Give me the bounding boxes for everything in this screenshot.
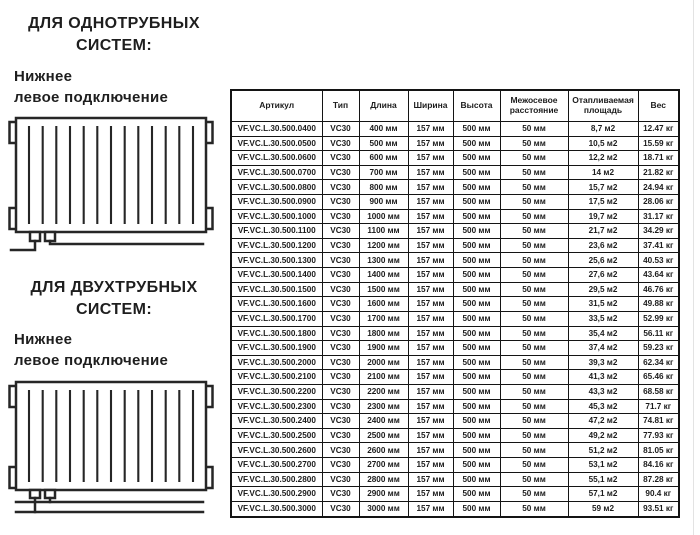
table-cell: 50 мм [500,311,568,326]
table-cell: 500 мм [453,297,500,312]
table-row [231,180,679,195]
table-cell: 50 мм [500,297,568,312]
table-cell: VC30 [322,238,359,253]
table-cell: VC30 [322,384,359,399]
table-cell: VF.VC.L.30.500.1500 [231,282,322,297]
table-cell: 2900 мм [359,487,408,502]
table-cell: 50 мм [500,487,568,502]
table-cell: 37,4 м2 [568,341,638,356]
table-cell: VC30 [322,443,359,458]
table-cell: 800 мм [359,180,408,195]
table-cell: VC30 [322,501,359,517]
table-cell: 93.51 кг [638,501,679,517]
table-cell: 2300 мм [359,399,408,414]
table-cell: VC30 [322,180,359,195]
table-row [231,209,679,224]
table-cell: 50 мм [500,443,568,458]
table-row [231,384,679,399]
table-cell: VF.VC.L.30.500.1000 [231,209,322,224]
radiator-diagram-single-pipe [0,109,228,257]
table-cell: 157 мм [408,136,453,151]
table-cell: VF.VC.L.30.500.0500 [231,136,322,151]
table-cell: 15.59 кг [638,136,679,151]
table-cell: 8,7 м2 [568,122,638,137]
table-cell: VF.VC.L.30.500.1300 [231,253,322,268]
table-cell: 500 мм [453,122,500,137]
table-cell: 500 мм [453,195,500,210]
table-cell: 77.93 кг [638,428,679,443]
table-cell: 27,6 м2 [568,268,638,283]
table-cell: 2600 мм [359,443,408,458]
table-cell: VC30 [322,224,359,239]
table-cell: 50 мм [500,180,568,195]
table-cell: VF.VC.L.30.500.1200 [231,238,322,253]
column-header: Межосевое расстояние [500,90,568,122]
table-cell: 1000 мм [359,209,408,224]
section-subtitle-single-pipe [14,66,224,108]
table-cell: 50 мм [500,355,568,370]
table-cell: VC30 [322,370,359,385]
table-cell: VC30 [322,355,359,370]
table-cell: 53,1 м2 [568,458,638,473]
table-cell: 23,6 м2 [568,238,638,253]
table-cell: 157 мм [408,253,453,268]
table-cell: 62.34 кг [638,355,679,370]
table-cell: 50 мм [500,501,568,517]
table-cell: VC30 [322,399,359,414]
table-cell: 157 мм [408,297,453,312]
table-cell: 500 мм [453,209,500,224]
table-cell: 157 мм [408,355,453,370]
table-cell: 39,3 м2 [568,355,638,370]
table-cell: VC30 [322,414,359,429]
table-cell: 50 мм [500,195,568,210]
table-cell: 2700 мм [359,458,408,473]
table-cell: 157 мм [408,209,453,224]
table-cell: 90.4 кг [638,487,679,502]
table-row [231,136,679,151]
table-cell: 34.29 кг [638,224,679,239]
table-cell: 33,5 м2 [568,311,638,326]
table-cell: 1200 мм [359,238,408,253]
table-row [231,355,679,370]
table-header-row [231,90,679,122]
table-cell: 45,3 м2 [568,399,638,414]
table-cell: VC30 [322,487,359,502]
section-subtitle-two-pipe [14,329,224,371]
table-row [231,165,679,180]
column-header: Артикул [231,90,322,122]
table-cell: 157 мм [408,501,453,517]
table-row [231,195,679,210]
column-header: Отапливаемая площадь [568,90,638,122]
table-cell: 50 мм [500,341,568,356]
table-cell: 500 мм [453,384,500,399]
table-row [231,487,679,502]
table-cell: VC30 [322,122,359,137]
table-cell: VF.VC.L.30.500.0900 [231,195,322,210]
table-cell: 50 мм [500,165,568,180]
table-cell: VF.VC.L.30.500.1100 [231,224,322,239]
table-cell: 157 мм [408,195,453,210]
table-cell: 400 мм [359,122,408,137]
table-cell: 50 мм [500,282,568,297]
table-cell: VC30 [322,151,359,166]
table-cell: VF.VC.L.30.500.2600 [231,443,322,458]
table-cell: VC30 [322,195,359,210]
section-title-two-pipe [0,277,228,321]
table-cell: 50 мм [500,370,568,385]
table-cell: 50 мм [500,136,568,151]
table-cell: 500 мм [453,355,500,370]
radiator-spec-table [230,89,680,518]
table-cell: VF.VC.L.30.500.2200 [231,384,322,399]
table-row [231,428,679,443]
table-cell: 47,2 м2 [568,414,638,429]
table-cell: VC30 [322,165,359,180]
table-cell: 50 мм [500,458,568,473]
table-cell: 157 мм [408,238,453,253]
return-pipe-icon [50,241,203,244]
table-cell: VC30 [322,253,359,268]
table-cell: 68.58 кг [638,384,679,399]
table-cell: 157 мм [408,122,453,137]
table-cell: 87.28 кг [638,472,679,487]
table-cell: 19,7 м2 [568,209,638,224]
table-cell: VF.VC.L.30.500.0700 [231,165,322,180]
table-cell: 35,4 м2 [568,326,638,341]
column-header: Тип [322,90,359,122]
table-cell: 2800 мм [359,472,408,487]
table-row [231,414,679,429]
table-cell: VC30 [322,311,359,326]
table-cell: VF.VC.L.30.500.1700 [231,311,322,326]
table-cell: 43,3 м2 [568,384,638,399]
left-panel [0,0,228,535]
table-cell: 55,1 м2 [568,472,638,487]
table-row [231,282,679,297]
table-cell: 50 мм [500,384,568,399]
section-subtitle-line-1: Нижнее [14,331,73,348]
table-cell: 31.17 кг [638,209,679,224]
table-row [231,458,679,473]
table-cell: 1900 мм [359,341,408,356]
table-cell: 157 мм [408,268,453,283]
table-cell: 2500 мм [359,428,408,443]
table-cell: 24.94 кг [638,180,679,195]
table-cell: 37.41 кг [638,238,679,253]
table-row [231,326,679,341]
table-cell: 500 мм [453,428,500,443]
table-cell: 157 мм [408,472,453,487]
table-cell: VF.VC.L.30.500.0600 [231,151,322,166]
table-cell: 157 мм [408,428,453,443]
table-cell: 50 мм [500,428,568,443]
table-cell: VC30 [322,458,359,473]
table-cell: 28.06 кг [638,195,679,210]
table-cell: 900 мм [359,195,408,210]
table-cell: 500 мм [453,326,500,341]
table-cell: 12.47 кг [638,122,679,137]
table-cell: 500 мм [453,180,500,195]
section-title-line-1: ДЛЯ ОДНОТРУБНЫХ [28,15,200,32]
table-cell: 43.64 кг [638,268,679,283]
table-row [231,443,679,458]
section-subtitle-line-1: Нижнее [14,68,73,85]
section-subtitle-line-2: левое подключение [14,89,169,106]
table-cell: 500 мм [453,443,500,458]
table-cell: 2100 мм [359,370,408,385]
connection-stub-icon [30,232,40,241]
table-cell: 500 мм [453,472,500,487]
table-cell: 10,5 м2 [568,136,638,151]
table-row [231,472,679,487]
table-cell: VF.VC.L.30.500.1800 [231,326,322,341]
section-title-single-pipe [0,13,228,57]
table-cell: 157 мм [408,151,453,166]
table-cell: 1700 мм [359,311,408,326]
table-cell: 15,7 м2 [568,180,638,195]
table-cell: 2200 мм [359,384,408,399]
table-cell: 57,1 м2 [568,487,638,502]
table-cell: 500 мм [453,282,500,297]
table-cell: 500 мм [453,341,500,356]
table-cell: 500 мм [453,136,500,151]
table-cell: 59 м2 [568,501,638,517]
table-cell: 50 мм [500,224,568,239]
table-cell: 1600 мм [359,297,408,312]
table-cell: 41,3 м2 [568,370,638,385]
table-cell: VF.VC.L.30.500.0400 [231,122,322,137]
table-cell: 31,5 м2 [568,297,638,312]
table-cell: 157 мм [408,224,453,239]
table-cell: VF.VC.L.30.500.0800 [231,180,322,195]
table-cell: 1400 мм [359,268,408,283]
column-header: Длина [359,90,408,122]
table-cell: 500 мм [453,414,500,429]
column-header: Ширина [408,90,453,122]
table-cell: 500 мм [453,238,500,253]
table-cell: VF.VC.L.30.500.2100 [231,370,322,385]
table-row [231,268,679,283]
table-row [231,224,679,239]
table-cell: 56.11 кг [638,326,679,341]
table-cell: 50 мм [500,399,568,414]
table-cell: 500 мм [453,370,500,385]
table-cell: 3000 мм [359,501,408,517]
table-cell: 49.88 кг [638,297,679,312]
table-cell: VC30 [322,209,359,224]
table-cell: 18.71 кг [638,151,679,166]
table-cell: VF.VC.L.30.500.2900 [231,487,322,502]
table-cell: 50 мм [500,268,568,283]
table-cell: 500 мм [453,399,500,414]
table-cell: 1800 мм [359,326,408,341]
table-cell: 50 мм [500,209,568,224]
table-row [231,311,679,326]
table-row [231,297,679,312]
column-header: Высота [453,90,500,122]
table-cell: 157 мм [408,384,453,399]
table-cell: 157 мм [408,282,453,297]
table-cell: 500 мм [453,311,500,326]
table-cell: 500 мм [453,487,500,502]
table-cell: 71.7 кг [638,399,679,414]
table-cell: 40.53 кг [638,253,679,268]
table-cell: VC30 [322,282,359,297]
table-cell: VC30 [322,341,359,356]
table-cell: 500 мм [453,224,500,239]
table-cell: VF.VC.L.30.500.3000 [231,501,322,517]
table-cell: 59.23 кг [638,341,679,356]
table-cell: 600 мм [359,151,408,166]
table-cell: 50 мм [500,326,568,341]
section-title-line-2: СИСТЕМ: [75,37,153,54]
table-cell: VF.VC.L.30.500.1900 [231,341,322,356]
table-cell: 21.82 кг [638,165,679,180]
supply-pipe-icon [11,241,35,250]
table-cell: 21,7 м2 [568,224,638,239]
section-subtitle-line-2: левое подключение [14,352,169,369]
table-cell: 29,5 м2 [568,282,638,297]
table-cell: 700 мм [359,165,408,180]
table-row [231,122,679,137]
table-cell: 1100 мм [359,224,408,239]
table-cell: 500 мм [359,136,408,151]
table-cell: VF.VC.L.30.500.2500 [231,428,322,443]
connection-stub-icon [45,232,55,241]
table-cell: 157 мм [408,458,453,473]
table-cell: VC30 [322,297,359,312]
table-cell: 2000 мм [359,355,408,370]
table-cell: VC30 [322,326,359,341]
table-cell: 52.99 кг [638,311,679,326]
radiator-diagram-two-pipe [0,374,228,532]
table-cell: 49,2 м2 [568,428,638,443]
table-cell: 50 мм [500,472,568,487]
table-cell: 12,2 м2 [568,151,638,166]
table-cell: 500 мм [453,151,500,166]
table-cell: 50 мм [500,151,568,166]
column-header: Вес [638,90,679,122]
table-cell: 50 мм [500,414,568,429]
table-row [231,370,679,385]
table-cell: 500 мм [453,268,500,283]
table-row [231,501,679,517]
table-row [231,341,679,356]
table-cell: 157 мм [408,180,453,195]
table-cell: 2400 мм [359,414,408,429]
table-cell: 157 мм [408,165,453,180]
table-cell: VC30 [322,268,359,283]
table-cell: VF.VC.L.30.500.2800 [231,472,322,487]
table-cell: 1500 мм [359,282,408,297]
page-edge-line [693,0,694,535]
table-cell: VF.VC.L.30.500.2400 [231,414,322,429]
table-cell: 17,5 м2 [568,195,638,210]
table-cell: 50 мм [500,253,568,268]
table-cell: 157 мм [408,487,453,502]
table-cell: 74.81 кг [638,414,679,429]
table-cell: VF.VC.L.30.500.1600 [231,297,322,312]
table-cell: 157 мм [408,341,453,356]
table-cell: VC30 [322,472,359,487]
table-cell: 157 мм [408,414,453,429]
table-cell: 157 мм [408,311,453,326]
table-cell: VF.VC.L.30.500.2700 [231,458,322,473]
table-row [231,399,679,414]
table-cell: 157 мм [408,399,453,414]
table-cell: VF.VC.L.30.500.1400 [231,268,322,283]
table-cell: 157 мм [408,443,453,458]
table-cell: 1300 мм [359,253,408,268]
table-cell: VC30 [322,136,359,151]
table-cell: 500 мм [453,165,500,180]
section-title-line-1: ДЛЯ ДВУХТРУБНЫХ [30,279,198,296]
table-cell: 84.16 кг [638,458,679,473]
table-cell: 500 мм [453,458,500,473]
section-title-line-2: СИСТЕМ: [75,301,153,318]
table-cell: 500 мм [453,501,500,517]
table-cell: 50 мм [500,238,568,253]
table-row [231,151,679,166]
table-cell: 157 мм [408,326,453,341]
table-row [231,238,679,253]
table-cell: 14 м2 [568,165,638,180]
table-cell: 157 мм [408,370,453,385]
table-cell: VC30 [322,428,359,443]
table-cell: 51,2 м2 [568,443,638,458]
table-cell: 25,6 м2 [568,253,638,268]
table-cell: VF.VC.L.30.500.2300 [231,399,322,414]
table-cell: 500 мм [453,253,500,268]
table-cell: VF.VC.L.30.500.2000 [231,355,322,370]
table-cell: 46.76 кг [638,282,679,297]
table-cell: 81.05 кг [638,443,679,458]
table-cell: 50 мм [500,122,568,137]
table-row [231,253,679,268]
table-cell: 65.46 кг [638,370,679,385]
